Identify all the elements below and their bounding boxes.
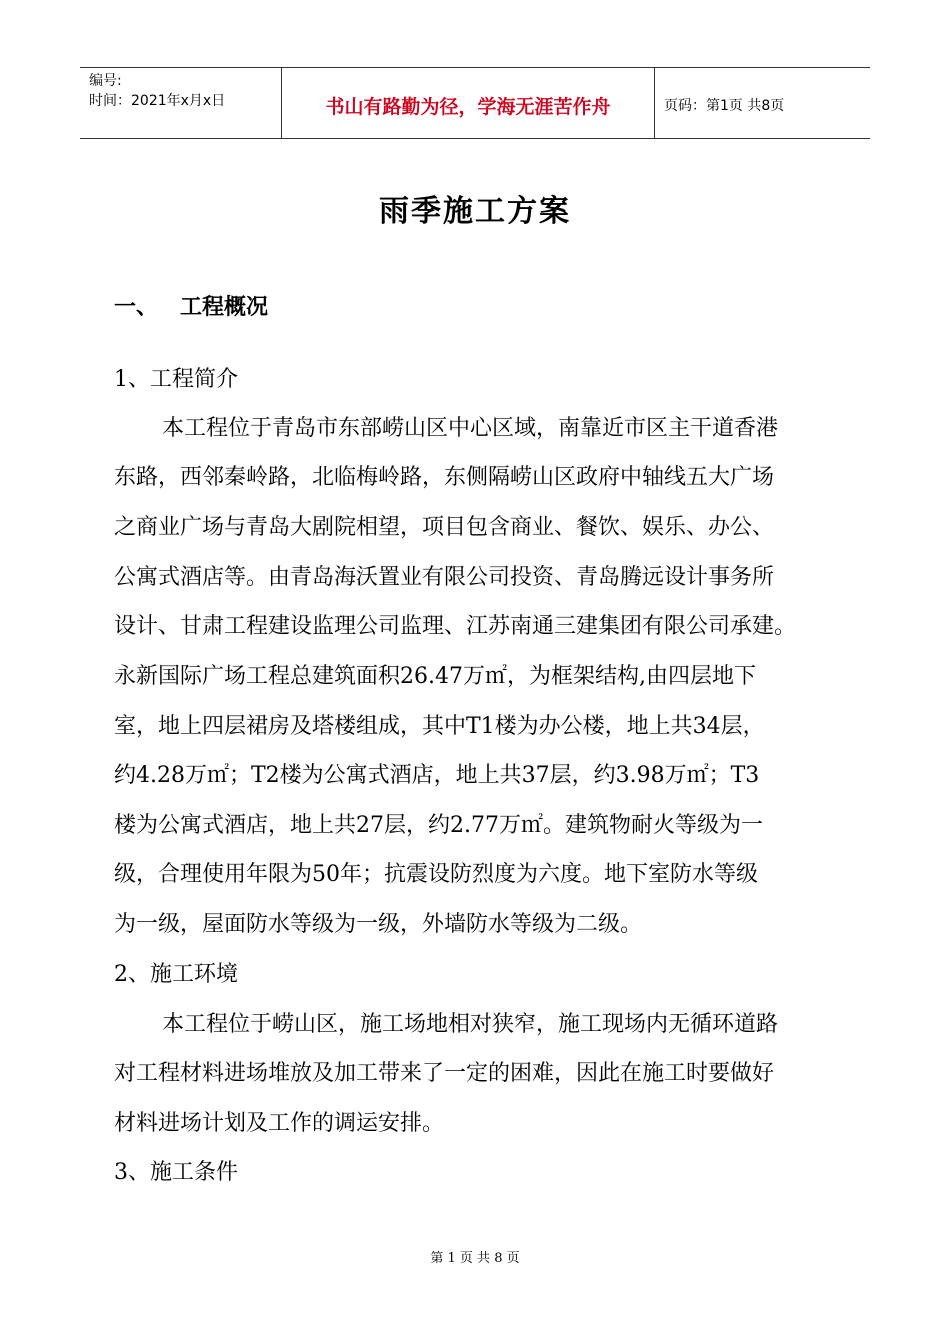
paragraph-line: 永新国际广场工程总建筑面积26.47万㎡，为框架结构,由四层地下 bbox=[114, 664, 756, 689]
header-motto-cell bbox=[281, 68, 655, 138]
paragraph-line: 楼为公寓式酒店，地上共27层，约2.77万㎡。建筑物耐火等级为一 bbox=[114, 813, 763, 838]
subheading-3: 3、施工条件 bbox=[114, 1160, 238, 1185]
subheading-2: 2、施工环境 bbox=[114, 962, 238, 987]
section-number: 一、 bbox=[114, 295, 159, 320]
paragraph-line: 之商业广场与青岛大剧院相望，项目包含商业、餐饮、娱乐、办公、 bbox=[114, 515, 775, 540]
paragraph-line: 为一级，屋面防水等级为一级，外墙防水等级为二级。 bbox=[114, 912, 643, 937]
document-title: 雨季施工方案 bbox=[379, 194, 571, 229]
document-header-table bbox=[80, 67, 870, 139]
header-page-cell bbox=[654, 68, 870, 138]
date-line: 时间：2021年x月x日 bbox=[89, 93, 226, 109]
header-left-cell bbox=[80, 68, 280, 138]
page-footer: 第 1 页 共 8 页 bbox=[430, 1251, 520, 1266]
paragraph-line: 东路，西邻秦岭路，北临梅岭路，东侧隔崂山区政府中轴线五大广场 bbox=[114, 465, 775, 490]
section-title: 工程概况 bbox=[180, 295, 269, 320]
paragraph-line: 公寓式酒店等。由青岛海沃置业有限公司投资、青岛腾远设计事务所 bbox=[114, 565, 775, 590]
doc-number-label: 编号: bbox=[89, 73, 122, 89]
paragraph-line: 材料进场计划及工作的调运安排。 bbox=[114, 1111, 445, 1136]
paragraph-line: 本工程位于青岛市东部崂山区中心区域，南靠近市区主干道香港 bbox=[162, 416, 779, 441]
subheading-1: 1、工程简介 bbox=[114, 367, 238, 392]
motto-text: 书山有路勤为径，学海无涯苦作舟 bbox=[325, 96, 611, 118]
section-heading bbox=[114, 290, 268, 321]
paragraph-line: 级，合理使用年限为50年；抗震设防烈度为六度。地下室防水等级 bbox=[114, 862, 758, 887]
paragraph-line: 室，地上四层裙房及塔楼组成，其中T1楼为办公楼，地上共34层， bbox=[114, 714, 765, 739]
paragraph-line: 设计、甘肃工程建设监理公司监理、江苏南通三建集团有限公司承建。 bbox=[114, 614, 797, 639]
paragraph-line: 本工程位于崂山区，施工场地相对狭窄，施工现场内无循环道路 bbox=[162, 1012, 779, 1037]
page-info: 页码：第1页 共8页 bbox=[664, 98, 785, 114]
paragraph-line: 约4.28万㎡；T2楼为公寓式酒店，地上共37层，约3.98万㎡；T3 bbox=[114, 763, 760, 788]
paragraph-line: 对工程材料进场堆放及加工带来了一定的困难，因此在施工时要做好 bbox=[114, 1061, 775, 1086]
